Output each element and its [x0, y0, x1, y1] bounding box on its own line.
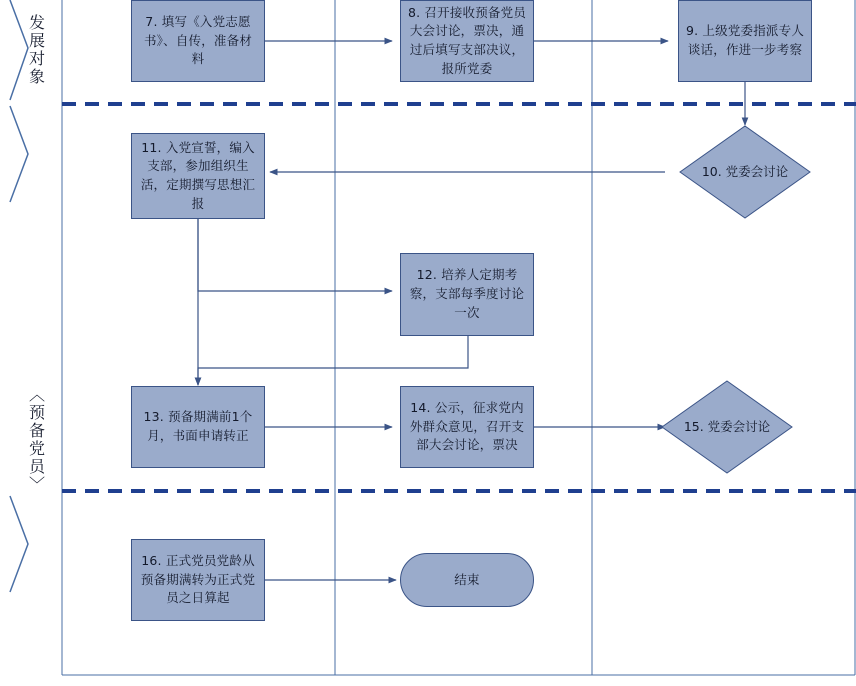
node-10[interactable]	[680, 126, 810, 218]
node-end[interactable]	[400, 553, 534, 607]
node-15-label: 15. 党委会讨论	[683, 419, 771, 435]
lane-chevron-middle	[10, 106, 28, 202]
node-11-label: 11. 入党宣誓，编入支部，参加组织生活，定期撰写思想汇报	[140, 139, 256, 211]
node-9-label: 9. 上级党委指派专人谈话，作进一步考察	[685, 23, 805, 57]
node-16-label: 16. 正式党员党龄从预备期满转为正式党员之日算起	[140, 552, 256, 606]
edge-12-13	[198, 336, 468, 385]
node-end-label: 结束	[454, 571, 480, 587]
node-8[interactable]	[400, 0, 534, 82]
node-11[interactable]	[131, 133, 265, 219]
node-12[interactable]	[400, 253, 534, 336]
node-14-label: 14. 公示，征求党内外群众意见，召开支部大会讨论，票决	[409, 399, 525, 453]
node-13-label: 13. 预备期满前1个月，书面申请转正	[143, 409, 253, 443]
node-16[interactable]	[131, 539, 265, 621]
node-14[interactable]	[400, 386, 534, 468]
node-12-label: 12. 培养人定期考察，支部每季度讨论一次	[409, 267, 525, 320]
node-7[interactable]	[131, 0, 265, 82]
lane-label-ybdy	[22, 370, 50, 510]
node-9[interactable]	[678, 0, 812, 82]
node-13[interactable]	[131, 386, 265, 468]
lane-label-fzdx	[22, 0, 50, 100]
node-7-label: 7. 填写《入党志愿书》、自传，准备材料	[143, 13, 253, 67]
node-10-label: 10. 党委会讨论	[701, 164, 789, 180]
node-8-label: 8. 召开接收预备党员大会讨论，票决，通过后填写支部决议，报所党委	[407, 4, 527, 76]
lane-chevron-bottom	[10, 496, 28, 592]
lane-label-fzdx-text: 发展对象	[26, 14, 46, 86]
edge-11-12	[198, 219, 392, 291]
node-15[interactable]	[662, 381, 792, 473]
lane-label-ybdy-text: 〈预备党员〉	[26, 386, 46, 494]
